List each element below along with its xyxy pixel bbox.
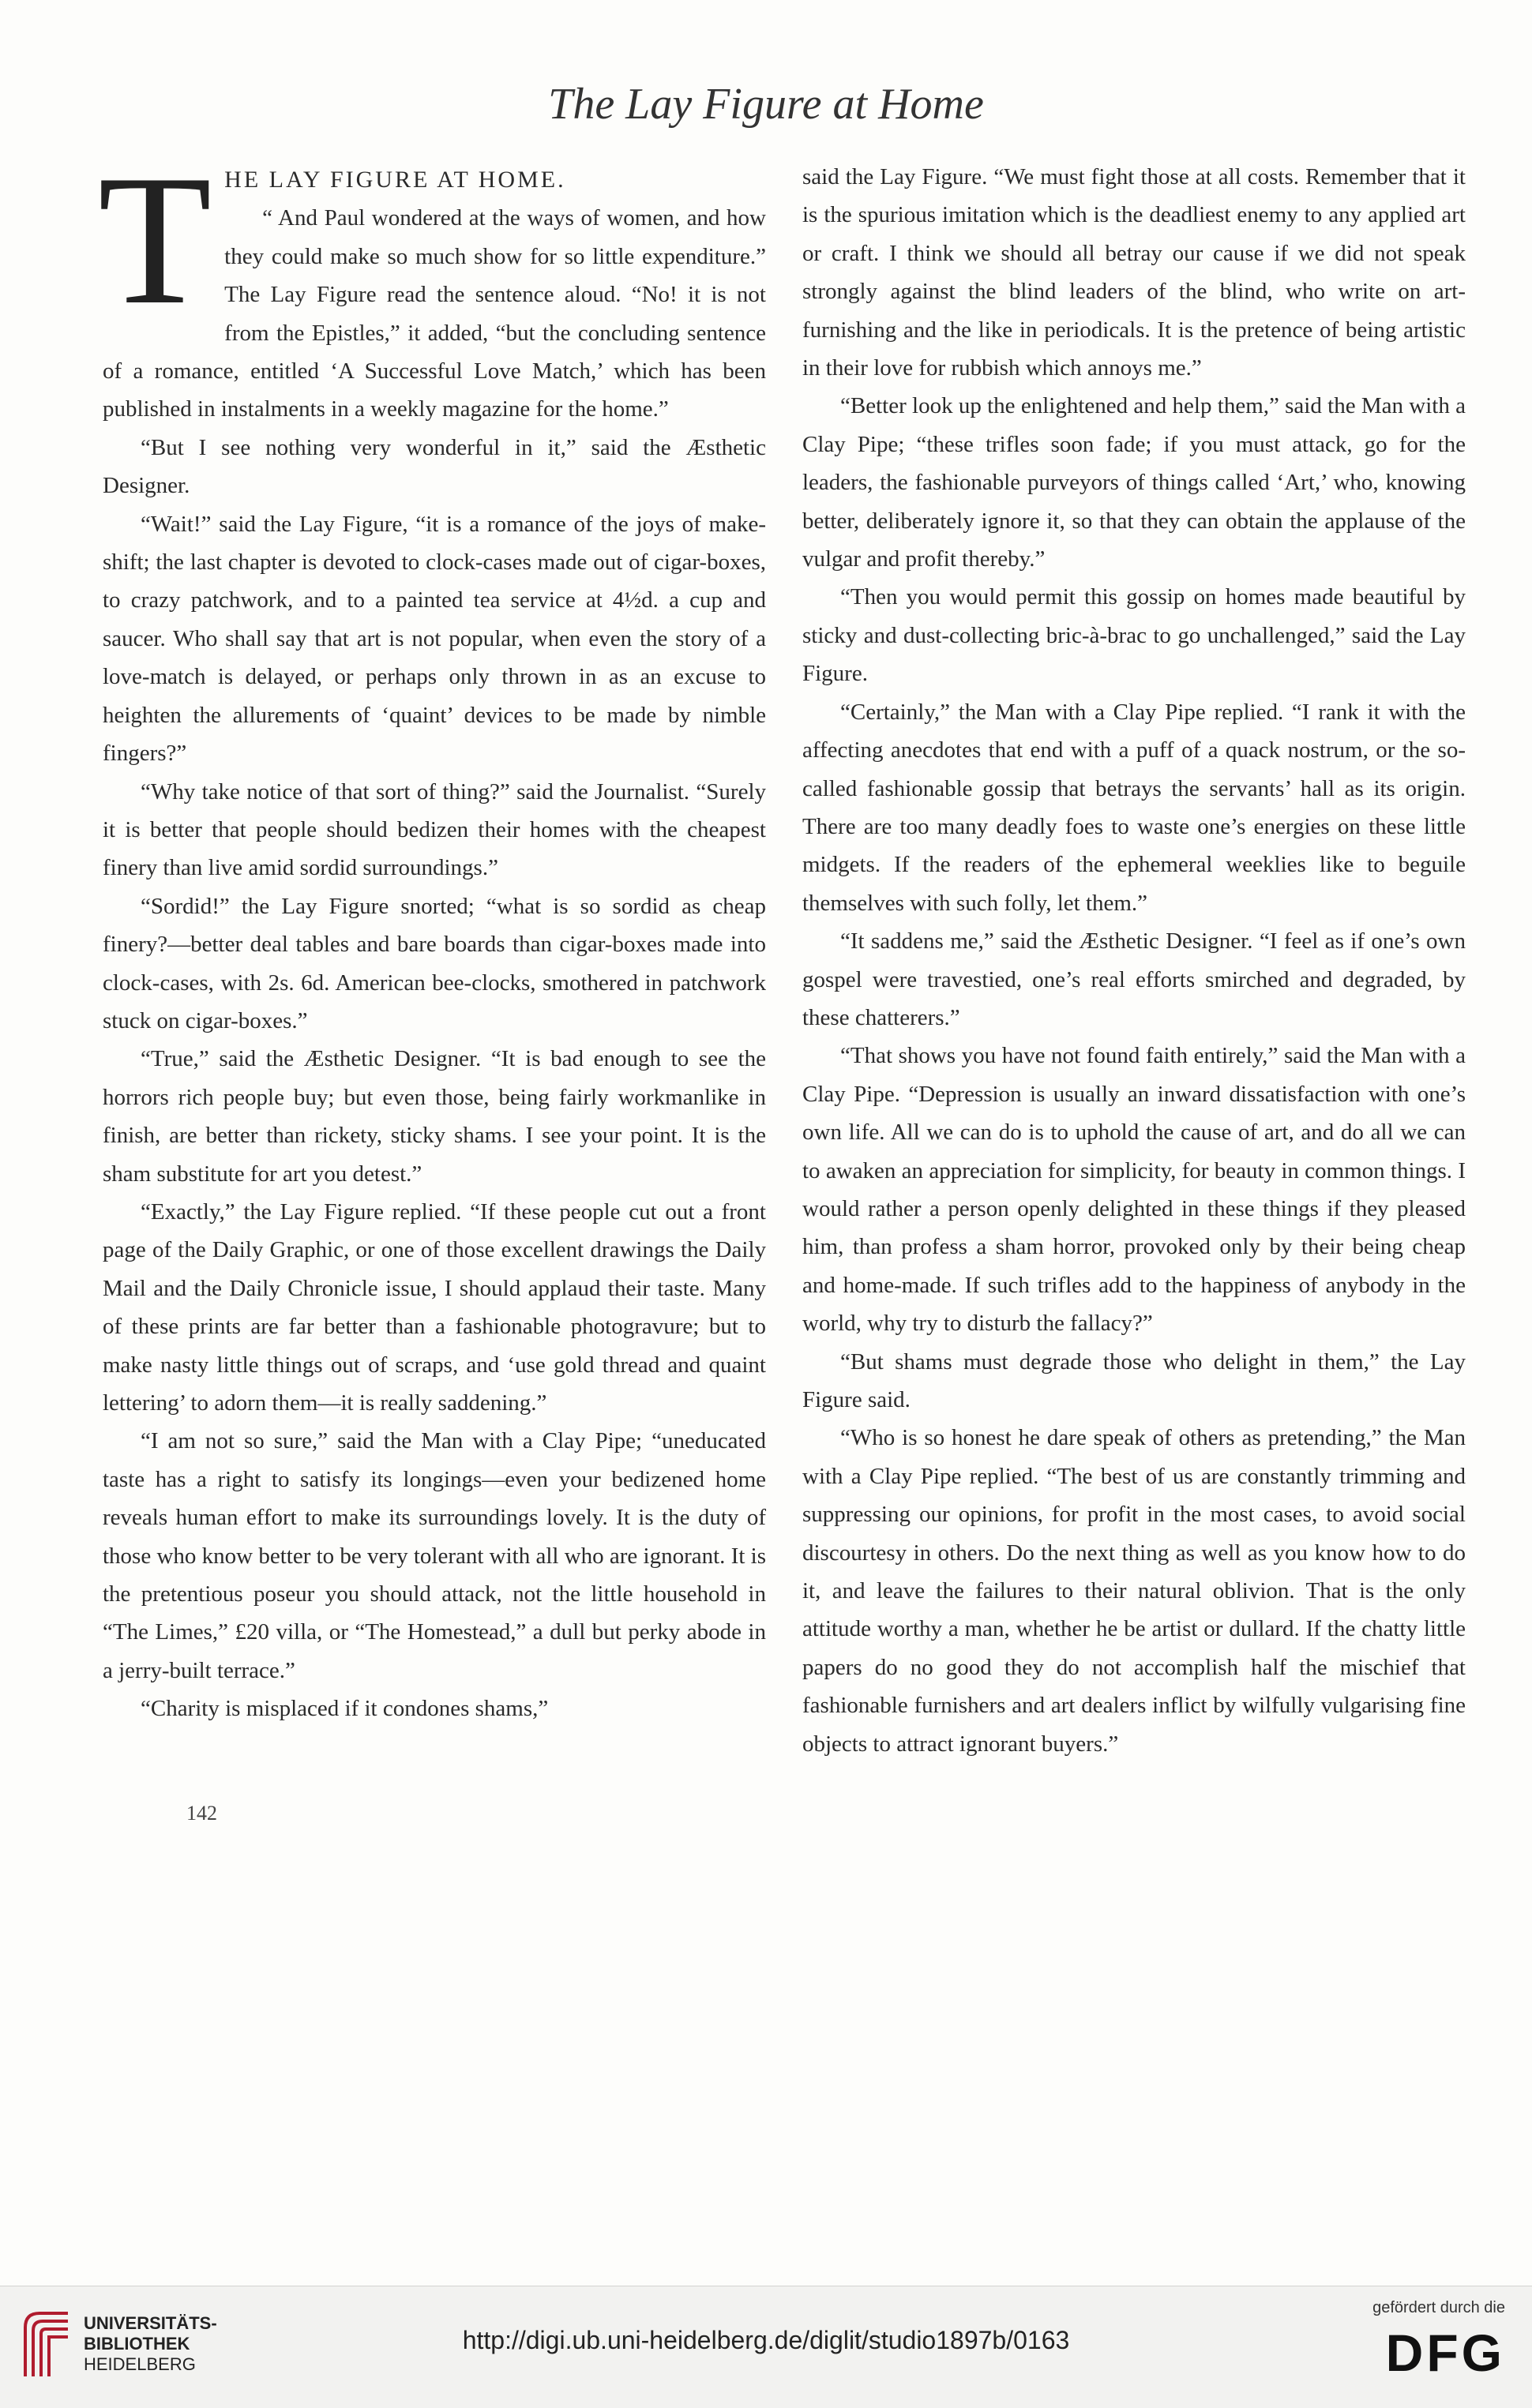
paragraph: “Certainly,” the Man with a Clay Pipe replied. “I rank it with the affecting anecdotes that end with a puff of a quack nostrum, or the so-called fashionable gossip that betrays the servants’ hall as its origin. There are too many deadly foes to waste one’s energies on these little midgets. If the readers of the ephemeral weeklies like to beguile themselves with such folly, let them.” [802,699,1466,916]
right-column [802,158,1466,1763]
paragraph: “I am not so sure,” said the Man with a Clay Pipe; “uneducated taste has a right to satisfy its longings—even your bedizened home reveals human effort to make its surroundings lovely. It is the duty of those who know better to be very tolerant with all who are ignorant. It is the pretentious poseur you should attack, not the little household in “The Limes,” £20 villa, or “The Homestead,” a dull but perky abode in a jerry-built terrace.” [103,1428,766,1683]
paragraph: “Exactly,” the Lay Figure replied. “If these people cut out a front page of the Daily Graphic, or one of those excellent drawings the Daily Mail and the Daily Chronicle issue, I should applaud their taste. Many of these prints are far better than a fashionable photogravure; but to make nasty little things out of scraps, and ‘use gold thread and quaint lettering’ to adorn them—it is really saddening.” [103,1198,766,1416]
page-number: 142 [186,1802,217,1825]
paragraph: said the Lay Figure. “We must fight those at all costs. Remember that it is the spurious imitation which is the deadliest enemy to any applied art or craft. I think we should all betray our cause if we did not speak strongly against the blind leaders of the blind, who write on art-furnishing and the like in periodicals. It is the pretence of being artistic in their love for rubbish which annoys me.” [802,164,1466,381]
paragraph: “That shows you have not found faith entirely,” said the Man with a Clay Pipe. “Depression is usually an inward dissatisfaction with one’s own life. All we can do is to uphold the cause of art, and do all we can to awaken an appreciation for simplicity, for beauty in common things. I would rather a person openly delighted in these things if they pleased him, than profess a sham horror, provoked only by their being cheap and home-made. If such trifles add to the happiness of anybody in the world, why try to disturb the fallacy?” [802,1043,1466,1337]
funding-label: gefördert durch die [1372,2299,1505,2316]
drop-cap: T [98,137,212,343]
paragraph: “Better look up the enlightened and help them,” said the Man with a Clay Pipe; “these trifles soon fade; if you must attack, go for the leaders, the fashionable purveyors of things called ‘Art,’ who, knowing better, deliberately ignore it, so that they can obtain the applause of the vulgar and profit thereby.” [802,393,1466,572]
paragraph: “But shams must degrade those who delight in them,” the Lay Figure said. [802,1348,1466,1412]
paragraph: “Who is so honest he dare speak of others as pretending,” the Man with a Clay Pipe replied. “The best of us are constantly trimming and suppressing our opinions, for profit in the most cases, to avoid social discourtesy in others. Do the next thing as well as you know how to do it, and leave the failures to their natural oblivion. That is the only attitude worthy a man, whether he be artist or dullard. If the chatty little papers do no good they do not accomplish half the mischief that fashionable furnishers and art dealers inflict by wilfully vulgarising fine objects to attract ignorant buyers.” [802,1425,1466,1757]
paragraph: “But I see nothing very wonderful in it,” said the Æsthetic Designer. [103,434,766,499]
running-title: The Lay Figure at Home [548,80,984,129]
library-name: UNIVERSITÄTS- BIBLIOTHEK HEIDELBERG [84,2313,217,2374]
paragraph: “Wait!” said the Lay Figure, “it is a romance of the joys of make-shift; the last chapter is devoted to clock-cases made out of cigar-boxes, to crazy patchwork, and to a painted tea service at 4½d. a cup and saucer. Who shall say that art is not popular, when even the story of a love-match is delayed, or perhaps only thrown in as an excuse to heighten the allurements of ‘quaint’ devices to be made by nimble fingers?” [103,511,766,767]
paragraph: “Charity is misplaced if it condones shams,” [141,1696,549,1722]
funder-block[interactable] [1355,2299,1505,2380]
source-url-link[interactable]: http://digi.ub.uni-heidelberg.de/diglit/studio1897b/0163 [462,2326,1070,2354]
left-column [98,137,766,1728]
article-title: HE LAY FIGURE AT HOME. [224,167,566,193]
dfg-logo-icon: DFG [1385,2324,1505,2382]
paragraph: “Why take notice of that sort of thing?” said the Journalist. “Surely it is better that people should bedizen their homes with the cheapest finery than live amid sordid surroundings.” [103,778,766,881]
paragraph: “Sordid!” the Lay Figure snorted; “what is so sordid as cheap finery?—better deal tables and bare boards than cigar-boxes made into clock-cases, with 2s. 6d. American bee-clocks, smothered in patchwork stuck on cigar-boxes.” [103,893,766,1033]
paragraph: “ And Paul wondered at the ways of women, and how they could make so much show for so little expenditure.” The Lay Figure read the sentence aloud. “No! it is not from the Epistles,” it added, “but the concluding sentence of a romance, entitled ‘A Successful Love Match,’ which has been published in instalments in a weekly magazine for the home.” [103,205,766,422]
paragraph: “Then you would permit this gossip on homes made beautiful by sticky and dust-collecting bric-à-brac to go unchallenged,” said the Lay Figure. [802,584,1466,687]
paragraph: “It saddens me,” said the Æsthetic Designer. “I feel as if one’s own gospel were travestied, one’s real efforts smirched and degraded, by these chatterers.” [802,928,1466,1030]
paragraph: “True,” said the Æsthetic Designer. “It is bad enough to see the horrors rich people buy; but even those, being fairly workmanlike in finish, are better than rickety, sticky shams. I see your point. It is the sham substitute for art you detest.” [103,1046,766,1187]
